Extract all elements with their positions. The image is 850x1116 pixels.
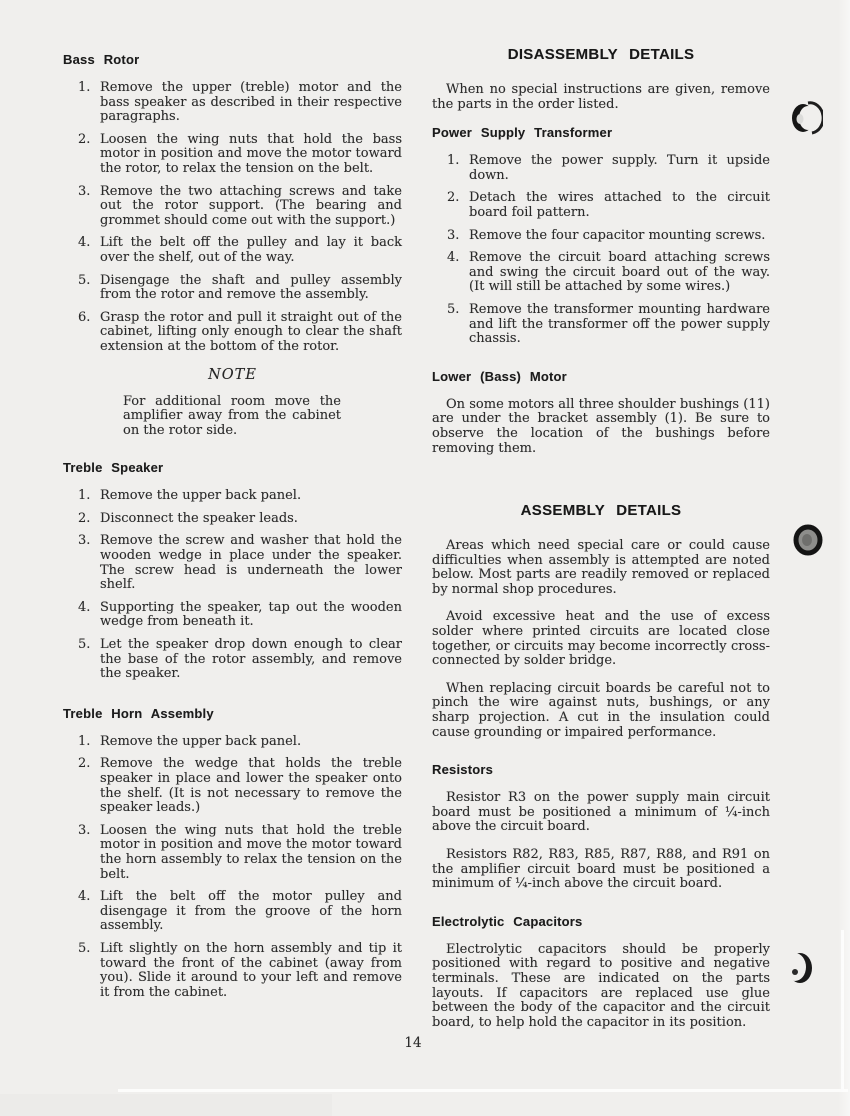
list-item (63, 534, 402, 592)
list-item (432, 251, 770, 295)
list-item-number: 1. (447, 153, 460, 169)
binder-rivet-icon (792, 520, 826, 560)
note-body: For additional room move the amplifier away from the cabinet on the rotor side. (123, 393, 341, 438)
list-item-number: 5. (78, 637, 91, 653)
list-item-number: 2. (78, 756, 91, 772)
list-item (63, 311, 402, 355)
list-item-number: 2. (78, 131, 91, 147)
list-item (63, 133, 402, 177)
list-item-number: 3. (78, 533, 91, 549)
list-item-text: Remove the wedge that holds the treble speaker in place and lower the speaker onto the shelf. (It is not necessary to remove the speaker leads.) (100, 756, 402, 816)
assembly-paragraph: Avoid excessive heat and the use of excess solder where printed circuits are located close together, or circuits may become incorrectly cross-connected by solder bridge. (432, 609, 770, 669)
list-item-number: 2. (78, 510, 91, 526)
main-heading-assembly-details: ASSEMBLY DETAILS (520, 502, 682, 520)
disassembly-intro-paragraph: When no special instructions are given, remove the parts in the order listed. (432, 82, 770, 112)
list-item-text: Remove the transformer mounting hardware and lift the transformer off the power supply chassis. (469, 301, 770, 347)
list-item (63, 942, 402, 1000)
section-heading-bass-rotor: Bass Rotor (63, 52, 140, 67)
list-item (63, 236, 402, 265)
page-edge-shadow (0, 1094, 332, 1116)
section-heading-resistors: Resistors (432, 762, 494, 778)
list-item (63, 274, 402, 303)
list-item-text: Supporting the speaker, tap out the wooden wedge from beneath it. (100, 599, 402, 630)
resistors-paragraph: Resistor R3 on the power supply main circuit board must be positioned a minimum of ¼-inch above the circuit board. (432, 790, 770, 835)
list-item-text: Lift the belt off the pulley and lay it back over the shelf, out of the way. (100, 235, 402, 265)
list-item-text: Let the speaker drop down enough to clear the base of the rotor assembly, and remove the speaker. (100, 637, 402, 682)
list-item-text: Lift slightly on the horn assembly and tip it toward the front of the cabinet (away from you). Slide it around to your left and remove it from the cabinet. (100, 940, 402, 1000)
section-heading-treble-horn: Treble Horn Assembly (63, 705, 214, 721)
list-item-text: Remove the upper back panel. (100, 733, 302, 749)
binder-rivet-icon (789, 96, 823, 140)
list-item-number: 3. (78, 183, 91, 199)
list-item-text: Remove the screw and washer that hold the wooden wedge in place under the speaker. The screw head is underneath the lower shelf. (100, 533, 402, 593)
list-item-number: 3. (447, 227, 460, 243)
resistors-paragraph: Resistors R82, R83, R85, R87, R88, and R91 on the amplifier circuit board must be positioned a minimum of ¼-inch above the circuit board. (432, 847, 770, 892)
list-item-number: 1. (78, 488, 91, 504)
list-item-number: 4. (78, 599, 91, 615)
main-heading-disassembly-details: DISASSEMBLY DETAILS (507, 46, 695, 63)
list-item-text: Remove the upper back panel. (100, 488, 302, 504)
list-item (63, 185, 402, 229)
bass-rotor-steps (63, 81, 402, 355)
list-item (63, 489, 402, 504)
note-title: NOTE (208, 366, 257, 383)
list-item-number: 1. (78, 80, 91, 95)
assembly-paragraph: When replacing circuit boards be careful not to pinch the wire against nuts, bushings, or any sharp projection. A cut in the insulation could cause grounding or impaired performance. (432, 680, 770, 740)
list-item (432, 154, 770, 183)
list-item (63, 757, 402, 815)
power-supply-transformer-steps (432, 154, 770, 347)
list-item-text: Remove the power supply. Turn it upside down. (469, 153, 770, 183)
list-item (63, 601, 402, 630)
list-item (63, 735, 402, 750)
list-item (63, 512, 402, 527)
list-item-number: 2. (447, 190, 460, 206)
left-column (63, 52, 402, 1000)
list-item-text: Loosen the wing nuts that hold the bass motor in position and move the motor toward the rotor, to relax the tension on the belt. (100, 131, 402, 176)
list-item-number: 6. (78, 309, 91, 325)
list-item (432, 303, 770, 347)
page-edge-highlight (118, 1089, 848, 1092)
list-item (63, 890, 402, 934)
page-number: 14 (404, 1035, 422, 1051)
list-item-text: Grasp the rotor and pull it straight out of the cabinet, lifting only enough to clear the shaft extension at the bottom of the rotor. (100, 309, 402, 354)
binder-rivet-icon (786, 946, 820, 992)
electrolytic-capacitors-paragraph: Electrolytic capacitors should be properly positioned with regard to positive and negative terminals. These are indicated on the parts layouts. If capacitors are replaced use glue between the body of the capacitor and the circuit board, to help hold the capacitor in its position. (432, 941, 770, 1030)
list-item (63, 638, 402, 682)
list-item-text: Lift the belt off the motor pulley and disengage it from the groove of the horn assembly. (100, 889, 402, 934)
right-column (432, 47, 770, 1030)
list-item-number: 4. (78, 235, 91, 251)
list-item-text: Disconnect the speaker leads. (100, 510, 298, 526)
list-item-number: 4. (447, 250, 460, 266)
list-item-text: Remove the four capacitor mounting screws. (469, 227, 766, 243)
list-item-number: 4. (78, 889, 91, 905)
list-item-number: 5. (78, 272, 91, 288)
list-item (432, 229, 770, 244)
list-item-text: Detach the wires attached to the circuit board foil pattern. (469, 190, 770, 220)
list-item (63, 824, 402, 882)
list-item-text: Loosen the wing nuts that hold the treble motor in position and move the motor toward the horn assembly to relax the tension on the belt. (100, 822, 402, 882)
treble-horn-steps (63, 735, 402, 1001)
list-item-text: Disengage the shaft and pulley assembly from the rotor and remove the assembly. (100, 272, 402, 303)
list-item-text: Remove the two attaching screws and take out the rotor support. (The bearing and grommet should come out with the support.) (100, 183, 402, 228)
list-item (432, 191, 770, 220)
treble-speaker-steps (63, 489, 402, 682)
page-edge-fade (838, 0, 850, 1116)
list-item-number: 3. (78, 822, 91, 838)
list-item-number: 5. (447, 301, 460, 317)
section-heading-lower-bass-motor: Lower (Bass) Motor (432, 368, 567, 384)
lower-bass-motor-paragraph: On some motors all three shoulder bushings (11) are under the bracket assembly (1). Be sure to observe the location of the bushings before removing them. (432, 396, 770, 456)
section-heading-power-supply-transformer: Power Supply Transformer (432, 125, 613, 141)
list-item-number: 5. (78, 940, 91, 956)
assembly-paragraph: Areas which need special care or could cause difficulties when assembly is attempted are noted below. Most parts are readily removed or replaced by normal shop procedures. (432, 538, 770, 597)
list-item-number: 1. (78, 733, 91, 749)
list-item-text: Remove the upper (treble) motor and the bass speaker as described in their respective paragraphs. (100, 80, 402, 125)
section-heading-treble-speaker: Treble Speaker (63, 460, 164, 476)
section-heading-electrolytic-capacitors: Electrolytic Capacitors (432, 913, 583, 929)
list-item (63, 81, 402, 125)
list-item-text: Remove the circuit board attaching screws and swing the circuit board out of the way. (It will still be attached by some wires.) (469, 250, 770, 295)
